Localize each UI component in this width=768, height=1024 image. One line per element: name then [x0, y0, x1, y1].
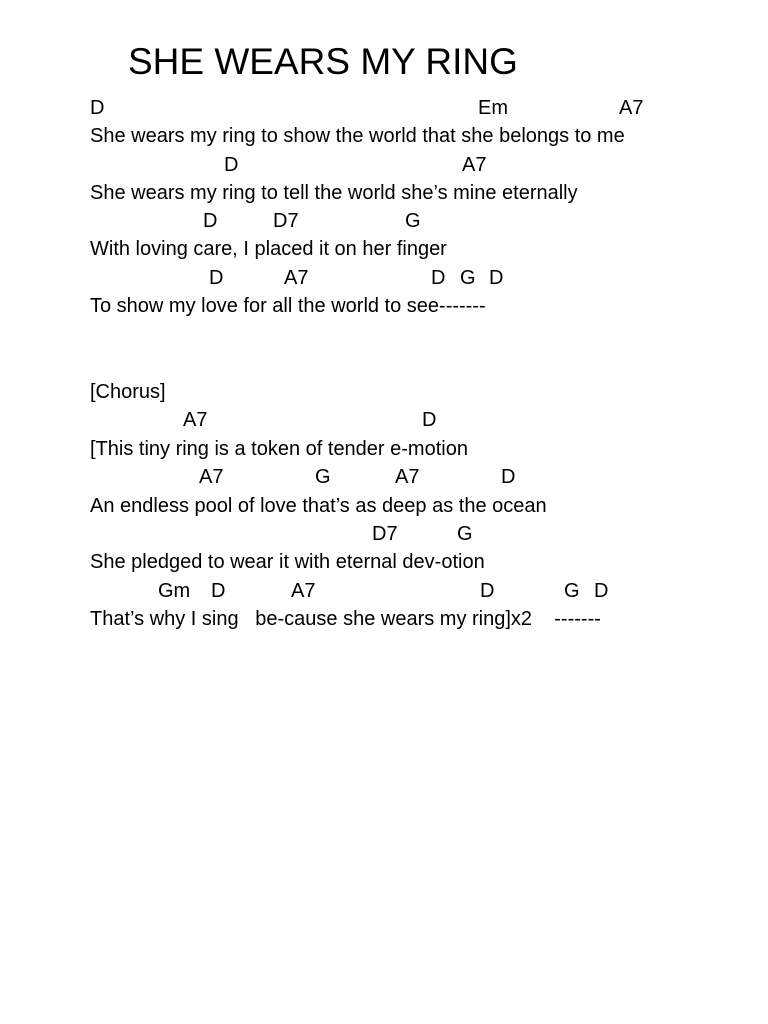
chord: D	[489, 267, 504, 289]
chord: D	[480, 580, 495, 602]
chord: G	[457, 523, 473, 545]
chord: D	[431, 267, 446, 289]
chord: D	[594, 580, 609, 602]
chord: G	[460, 267, 476, 289]
chord: D	[209, 267, 224, 289]
chorus-line-1-lyric: [This tiny ring is a token of tender e-motion	[90, 438, 468, 460]
chord: D	[422, 409, 437, 431]
chord: D7	[273, 210, 299, 232]
chord: D	[203, 210, 218, 232]
chord: Gm	[158, 580, 191, 602]
verse-line-1-lyric: She wears my ring to show the world that she belongs to me	[90, 125, 625, 147]
chord: A7	[199, 466, 224, 488]
chord: A7	[284, 267, 309, 289]
chord: G	[315, 466, 331, 488]
chord: D7	[372, 523, 398, 545]
chord: A7	[619, 97, 644, 119]
chord: A7	[291, 580, 316, 602]
verse-line-2-lyric: She wears my ring to tell the world she’s mine eternally	[90, 182, 578, 204]
chord: G	[564, 580, 580, 602]
chord: A7	[395, 466, 420, 488]
song-title: SHE WEARS MY RING	[128, 41, 518, 82]
chorus-line-4-lyric: That’s why I sing be-cause she wears my ring]x2 -------	[90, 608, 601, 630]
chorus-line-3-lyric: She pledged to wear it with eternal dev-otion	[90, 551, 485, 573]
chord: D	[224, 154, 239, 176]
chord: G	[405, 210, 421, 232]
chorus-label: [Chorus]	[90, 381, 166, 403]
chord: D	[211, 580, 226, 602]
chord: A7	[462, 154, 487, 176]
chorus-line-2-lyric: An endless pool of love that’s as deep as the ocean	[90, 495, 547, 517]
chord: A7	[183, 409, 208, 431]
chord: D	[90, 97, 105, 119]
verse-line-3-lyric: With loving care, I placed it on her finger	[90, 238, 447, 260]
chord: Em	[478, 97, 508, 119]
chord: D	[501, 466, 516, 488]
verse-line-4-lyric: To show my love for all the world to see-------	[90, 295, 486, 317]
